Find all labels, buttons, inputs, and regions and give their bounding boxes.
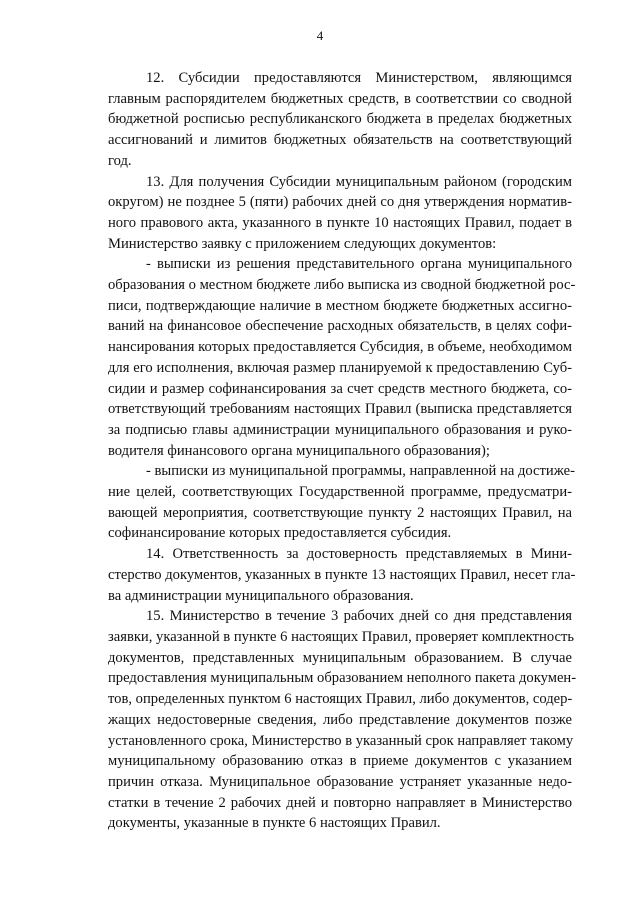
text-line: вающей мероприятия, соответствующие пункту 2 настоящих Правил, на	[108, 504, 572, 521]
paragraph-p15	[108, 606, 577, 834]
text-line: ва администрации муниципального образования.	[108, 587, 414, 604]
page-number: 4	[316, 28, 324, 43]
text-line: ние целей, соответствующих Государственной программе, предусматри-	[108, 484, 572, 501]
text-line: предоставления муниципальным образованием неполного пакета докумен-	[108, 670, 577, 687]
text-line: нансирования которых предоставляется Субсидия, в объеме, необходимом	[108, 339, 572, 356]
text-line: - выписки из решения представительного органа муниципального	[146, 256, 572, 273]
paragraph-p13	[108, 172, 572, 255]
text-line: документов, представленных муниципальным образованием. В случае	[108, 649, 572, 666]
text-line: стерство документов, указанных в пункте 13 настоящих Правил, несет гла-	[108, 566, 576, 583]
text-line: за подписью главы администрации муниципального образования и руко-	[108, 421, 572, 438]
text-line: установленного срока, Министерство в указанный срок направляет такому	[108, 732, 574, 749]
text-line: ответствующий требованиям настоящих Правил (выписка представляется	[108, 401, 572, 418]
paragraph-p13a	[108, 254, 576, 461]
document-body	[108, 68, 577, 834]
text-line: статки в течение 2 рабочих дней и повторно направляет в Министерство	[108, 794, 572, 811]
paragraph-p12	[108, 68, 572, 172]
text-line: документы, указанные в пункте 6 настоящих Правил.	[108, 815, 441, 832]
text-line: год.	[108, 152, 132, 169]
text-line: тов, определенных пунктом 6 настоящих Правил, либо документов, содер-	[108, 691, 573, 708]
text-line: жащих недостоверные сведения, либо представление документов позже	[108, 711, 572, 728]
text-line: водителя финансового органа муниципального образования);	[108, 442, 490, 459]
text-line: ассигнований и лимитов бюджетных обязательств на соответствующий	[108, 132, 572, 149]
paragraph-p13b	[108, 461, 575, 544]
text-line: - выписки из муниципальной программы, направленной на достиже-	[146, 463, 575, 480]
text-line: Министерство заявку с приложением следующих документов:	[108, 235, 497, 252]
text-line: округом) не позднее 5 (пяти) рабочих дней со дня утверждения норматив-	[108, 194, 572, 211]
text-line: 12. Субсидии предоставляются Министерством, являющимся	[146, 70, 572, 86]
paragraph-p14	[108, 544, 576, 606]
text-line: ваний на финансовое обеспечение расходных обязательств, в целях софи-	[108, 318, 572, 335]
text-line: главным распорядителем бюджетных средств, в соответствии со сводной	[108, 90, 572, 107]
text-line: образования о местном бюджете либо выписка из сводной бюджетной рос-	[108, 277, 576, 294]
text-line: 13. Для получения Субсидии муниципальным районом (городским	[146, 173, 572, 190]
text-line: 14. Ответственность за достоверность представляемых в Мини-	[146, 546, 572, 563]
text-line: заявки, указанной в пункте 6 настоящих Правил, проверяет комплектность	[108, 628, 575, 645]
text-line: писи, подтверждающие наличие в местном бюджете бюджетных ассигно-	[108, 297, 572, 314]
text-line: ного правового акта, указанного в пункте 10 настоящих Правил, подает в	[108, 214, 572, 231]
text-line: сидии и размер софинансирования за счет средств местного бюджета, со-	[108, 380, 572, 397]
text-line: муниципальному образованию отказ в приеме документов с указанием	[108, 753, 572, 770]
text-line: причин отказа. Муниципальное образование устраняет указанные недо-	[108, 773, 572, 790]
text-line: 15. Министерство в течение 3 рабочих дней со дня представления	[146, 608, 572, 625]
text-line: для его исполнения, включая размер планируемой к предоставлению Суб-	[108, 359, 572, 376]
text-line: бюджетной росписью республиканского бюджета в пределах бюджетных	[108, 111, 572, 128]
text-line: софинансирование которых предоставляется субсидия.	[108, 525, 452, 542]
